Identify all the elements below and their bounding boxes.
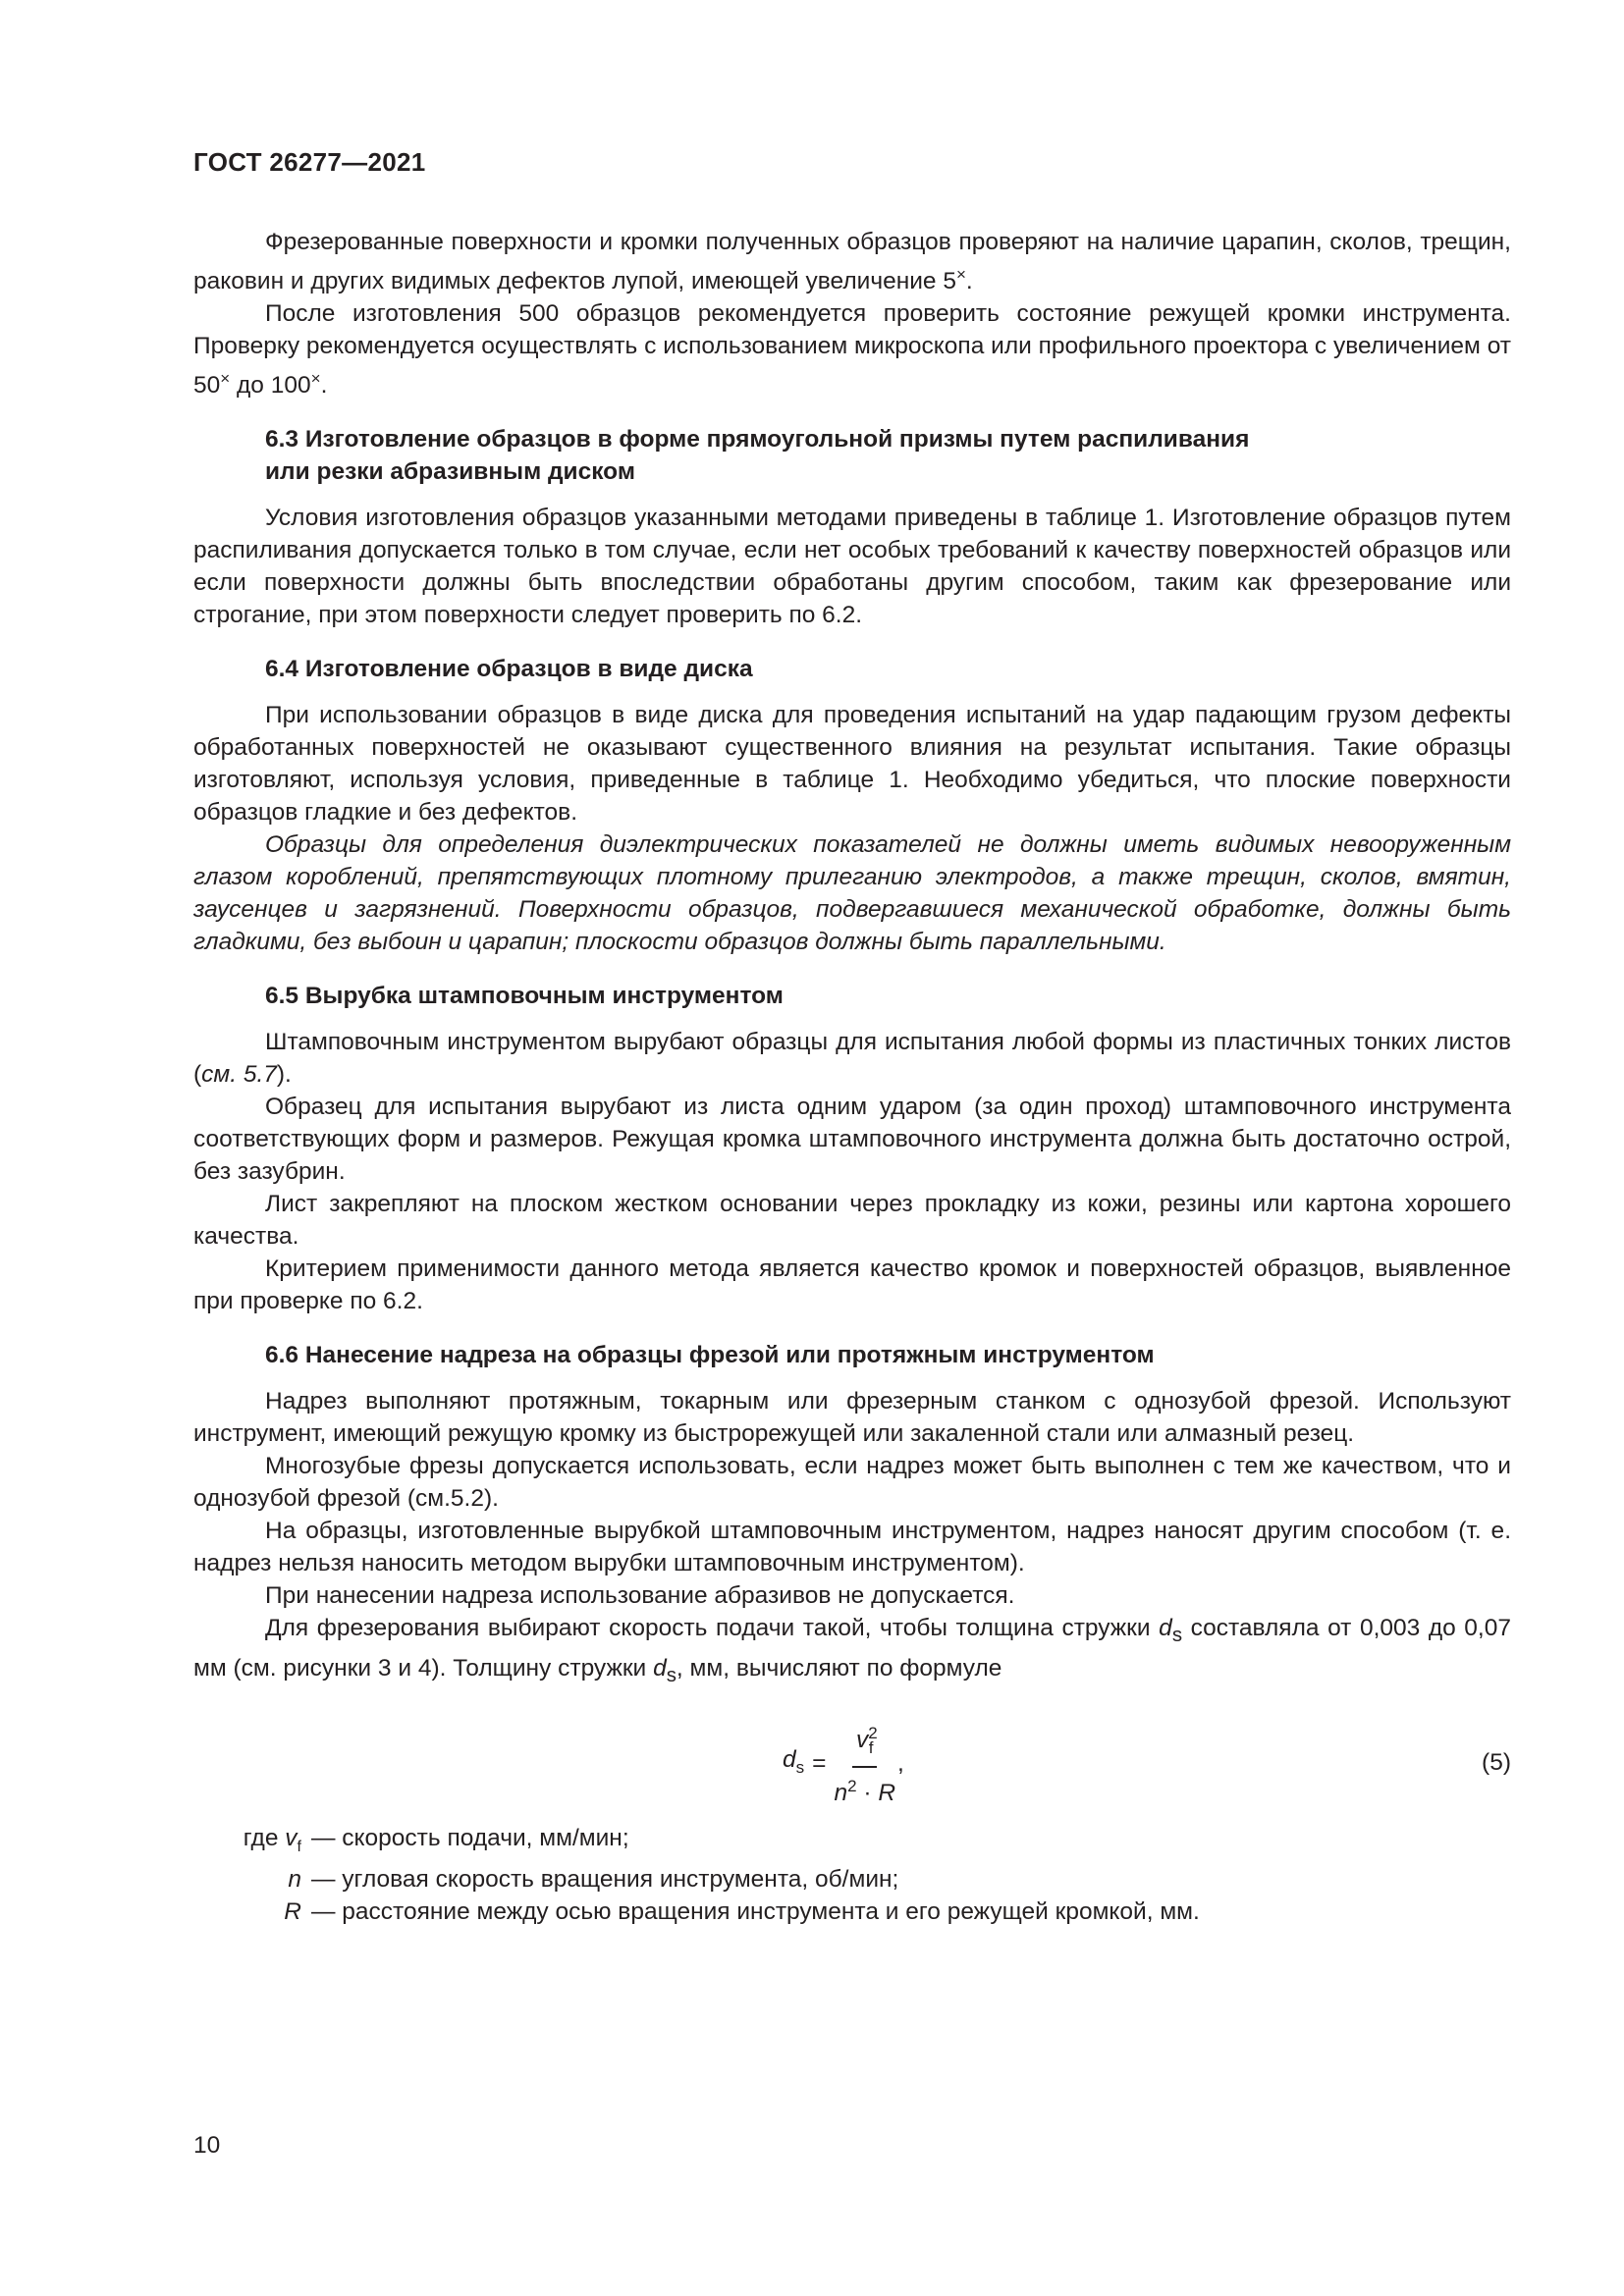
paragraph: Надрез выполняют протяжным, токарным или фрезерным станком с однозубой фрезой. Используют инструмент, имеющий режущую кромку из быстрорежущей или закаленной стали или алмазный резец. bbox=[193, 1388, 1511, 1448]
section-heading-6-5: 6.5 Вырубка штамповочным инструментом bbox=[265, 983, 784, 1010]
legend-row: n — угловая скорость вращения инструмента, об/мин; bbox=[288, 1865, 899, 1893]
paragraph: Фрезерованные поверхности и кромки полученных образцов проверяют на наличие царапин, сколов, трещин, раковин и других видимых дефектов лупой, имеющей увеличение 5×. bbox=[193, 229, 1511, 295]
paragraph: Многозубые фрезы допускается использовать, если надрез может быть выполнен с тем же качеством, что и однозубой фрезой (см.5.2). bbox=[193, 1453, 1511, 1513]
paragraph-italic: Образцы для определения диэлектрических показателей не должны иметь видимых невооруженным глазом короблений, препятствующих плотному прилеганию электродов, а также трещин, сколов, вмятин, заусенцев и загрязнений. Поверхности образцов, подвергавшиеся механической обработке, должны быть гладкими, без выбоин и царапин; плоскости образцов должны быть параллельными. bbox=[193, 831, 1511, 956]
fraction: $\frac{v^2_f}{n^2 \cdot R}$ bbox=[834, 1717, 895, 1809]
formula-legend bbox=[193, 1822, 1511, 1928]
formula: $d_s$ = $\frac{v^2_f}{n^2 \cdot R}$ , bbox=[783, 1714, 904, 1812]
section-heading-6-4: 6.4 Изготовление образцов в виде диска bbox=[265, 656, 753, 683]
section-heading-6-3: 6.3 Изготовление образцов в форме прямоугольной призмы путем распиливания или резки абразивным диском bbox=[265, 426, 1250, 486]
paragraph: Критерием применимости данного метода является качество кромок и поверхностей образцов, выявленное при проверке по 6.2. bbox=[193, 1255, 1511, 1315]
document-body bbox=[193, 226, 1511, 1928]
paragraph: На образцы, изготовленные вырубкой штамповочным инструментом, надрез наносят другим способом (т. е. надрез нельзя наносить методом вырубки штамповочным инструментом). bbox=[193, 1518, 1511, 1577]
legend-row: где $v_f$ — скорость подачи, мм/мин; bbox=[243, 1825, 629, 1855]
equation-number: (5) bbox=[1482, 1749, 1511, 1777]
paragraph: При использовании образцов в виде диска для проведения испытаний на удар падающим грузом дефекты обработанных поверхностей не оказывают существенного влияния на результат испытания. Такие образцы изготовляют, используя условия, приведенные в таблице 1. Необходимо убедиться, что плоские поверхности образцов гладкие и без дефектов. bbox=[193, 702, 1511, 827]
paragraph: Штамповочным инструментом вырубают образцы для испытания любой формы из пластичных тонких листов (см. 5.7). bbox=[193, 1029, 1511, 1089]
paragraph: Условия изготовления образцов указанными методами приведены в таблице 1. Изготовление образцов путем распиливания допускается только в том случае, если нет особых требований к качеству поверхностей образцов или если поверхности должны быть впоследствии обработаны другим способом, таким как фрезерование или строгание, при этом поверхности следует проверить по 6.2. bbox=[193, 505, 1511, 629]
section-heading-6-6: 6.6 Нанесение надреза на образцы фрезой или протяжным инструментом bbox=[265, 1342, 1155, 1369]
paragraph: Образец для испытания вырубают из листа одним ударом (за один проход) штамповочного инструмента соответствующих форм и размеров. Режущая кромка штамповочного инструмента должна быть достаточно острой, без зазубрин. bbox=[193, 1094, 1511, 1186]
page-header: ГОСТ 26277—2021 bbox=[193, 147, 426, 177]
legend-row: R — расстояние между осью вращения инструмента и его режущей кромкой, мм. bbox=[284, 1897, 1200, 1925]
page-number: 10 bbox=[193, 2132, 221, 2159]
cross-reference: см. 5.7 bbox=[201, 1061, 277, 1089]
formula-block bbox=[193, 1714, 1511, 1812]
paragraph: Для фрезерования выбирают скорость подачи такой, чтобы толщина стружки $d_s$ составляла от 0,003 до 0,07 мм (см. рисунки 3 и 4). Толщину стружки $d_s$, мм, вычисляют по формуле bbox=[193, 1615, 1511, 1687]
paragraph: При нанесении надреза использование абразивов не допускается. bbox=[265, 1582, 1015, 1610]
paragraph: После изготовления 500 образцов рекомендуется проверить состояние режущей кромки инструмента. Проверку рекомендуется осуществлять с использованием микроскопа или профильного проектора с увеличением от 50× до 100×. bbox=[193, 300, 1511, 400]
paragraph: Лист закрепляют на плоском жестком основании через прокладку из кожи, резины или картона хорошего качества. bbox=[193, 1191, 1511, 1251]
